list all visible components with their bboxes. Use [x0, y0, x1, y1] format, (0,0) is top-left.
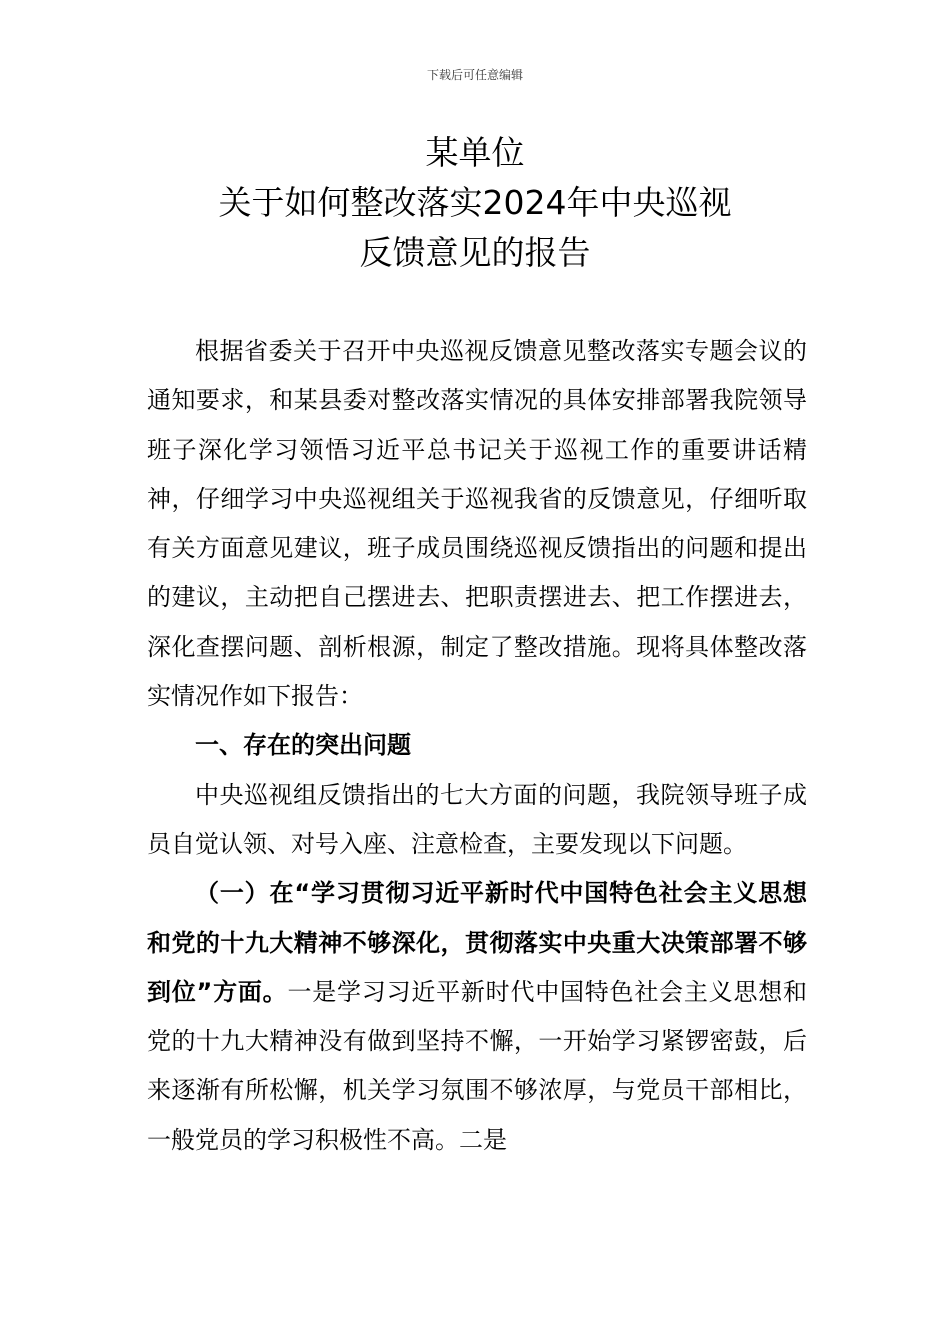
- section-heading-1: 一、存在的突出问题: [195, 731, 411, 760]
- title-line-3: 反馈意见的报告: [359, 233, 591, 272]
- item1-text: 一是学习习近平新时代中国特色社会主义思想和党的十九大精神没有做到坚持不懈，一开始学习紧锣密鼓，后来逐渐有所松懈，机关学习氛围不够浓厚，与党员干部相比，一般党员的学习积极性不高。二是: [147, 977, 808, 1154]
- item1-bold-lead: （一）在“学习贯彻习近平新时代中国特色社会主义思想和党的十九大精神不够深化，贯彻落实中央重大决策部署不够到位”方面。: [147, 879, 807, 1006]
- header-note: 下载后可任意编辑: [426, 68, 523, 82]
- title-line-2: 关于如何整改落实2024年中央巡视: [218, 183, 732, 222]
- title-line-1: 某单位: [425, 133, 525, 172]
- item1-paragraph: [147, 869, 807, 1165]
- section1-intro-paragraph: 中央巡视组反馈指出的七大方面的问题，我院领导班子成员自觉认领、对号入座、注意检查，主要发现以下问题。: [147, 780, 807, 858]
- document-title: [0, 128, 950, 278]
- intro-paragraph: 根据省委关于召开中央巡视反馈意见整改落实专题会议的通知要求，和某县委对整改落实情况的具体安排部署我院领导班子深化学习领悟习近平总书记关于巡视工作的重要讲话精神，仔细学习中央巡视组关于巡视我省的反馈意见，仔细听取有关方面意见建议，班子成员围绕巡视反馈指出的问题和提出的建议，主动把自己摆进去、把职责摆进去、把工作摆进去，深化查摆问题、剖析根源，制定了整改措施。现将具体整改落实情况作如下报告：: [147, 337, 807, 711]
- document-body: [147, 327, 807, 1165]
